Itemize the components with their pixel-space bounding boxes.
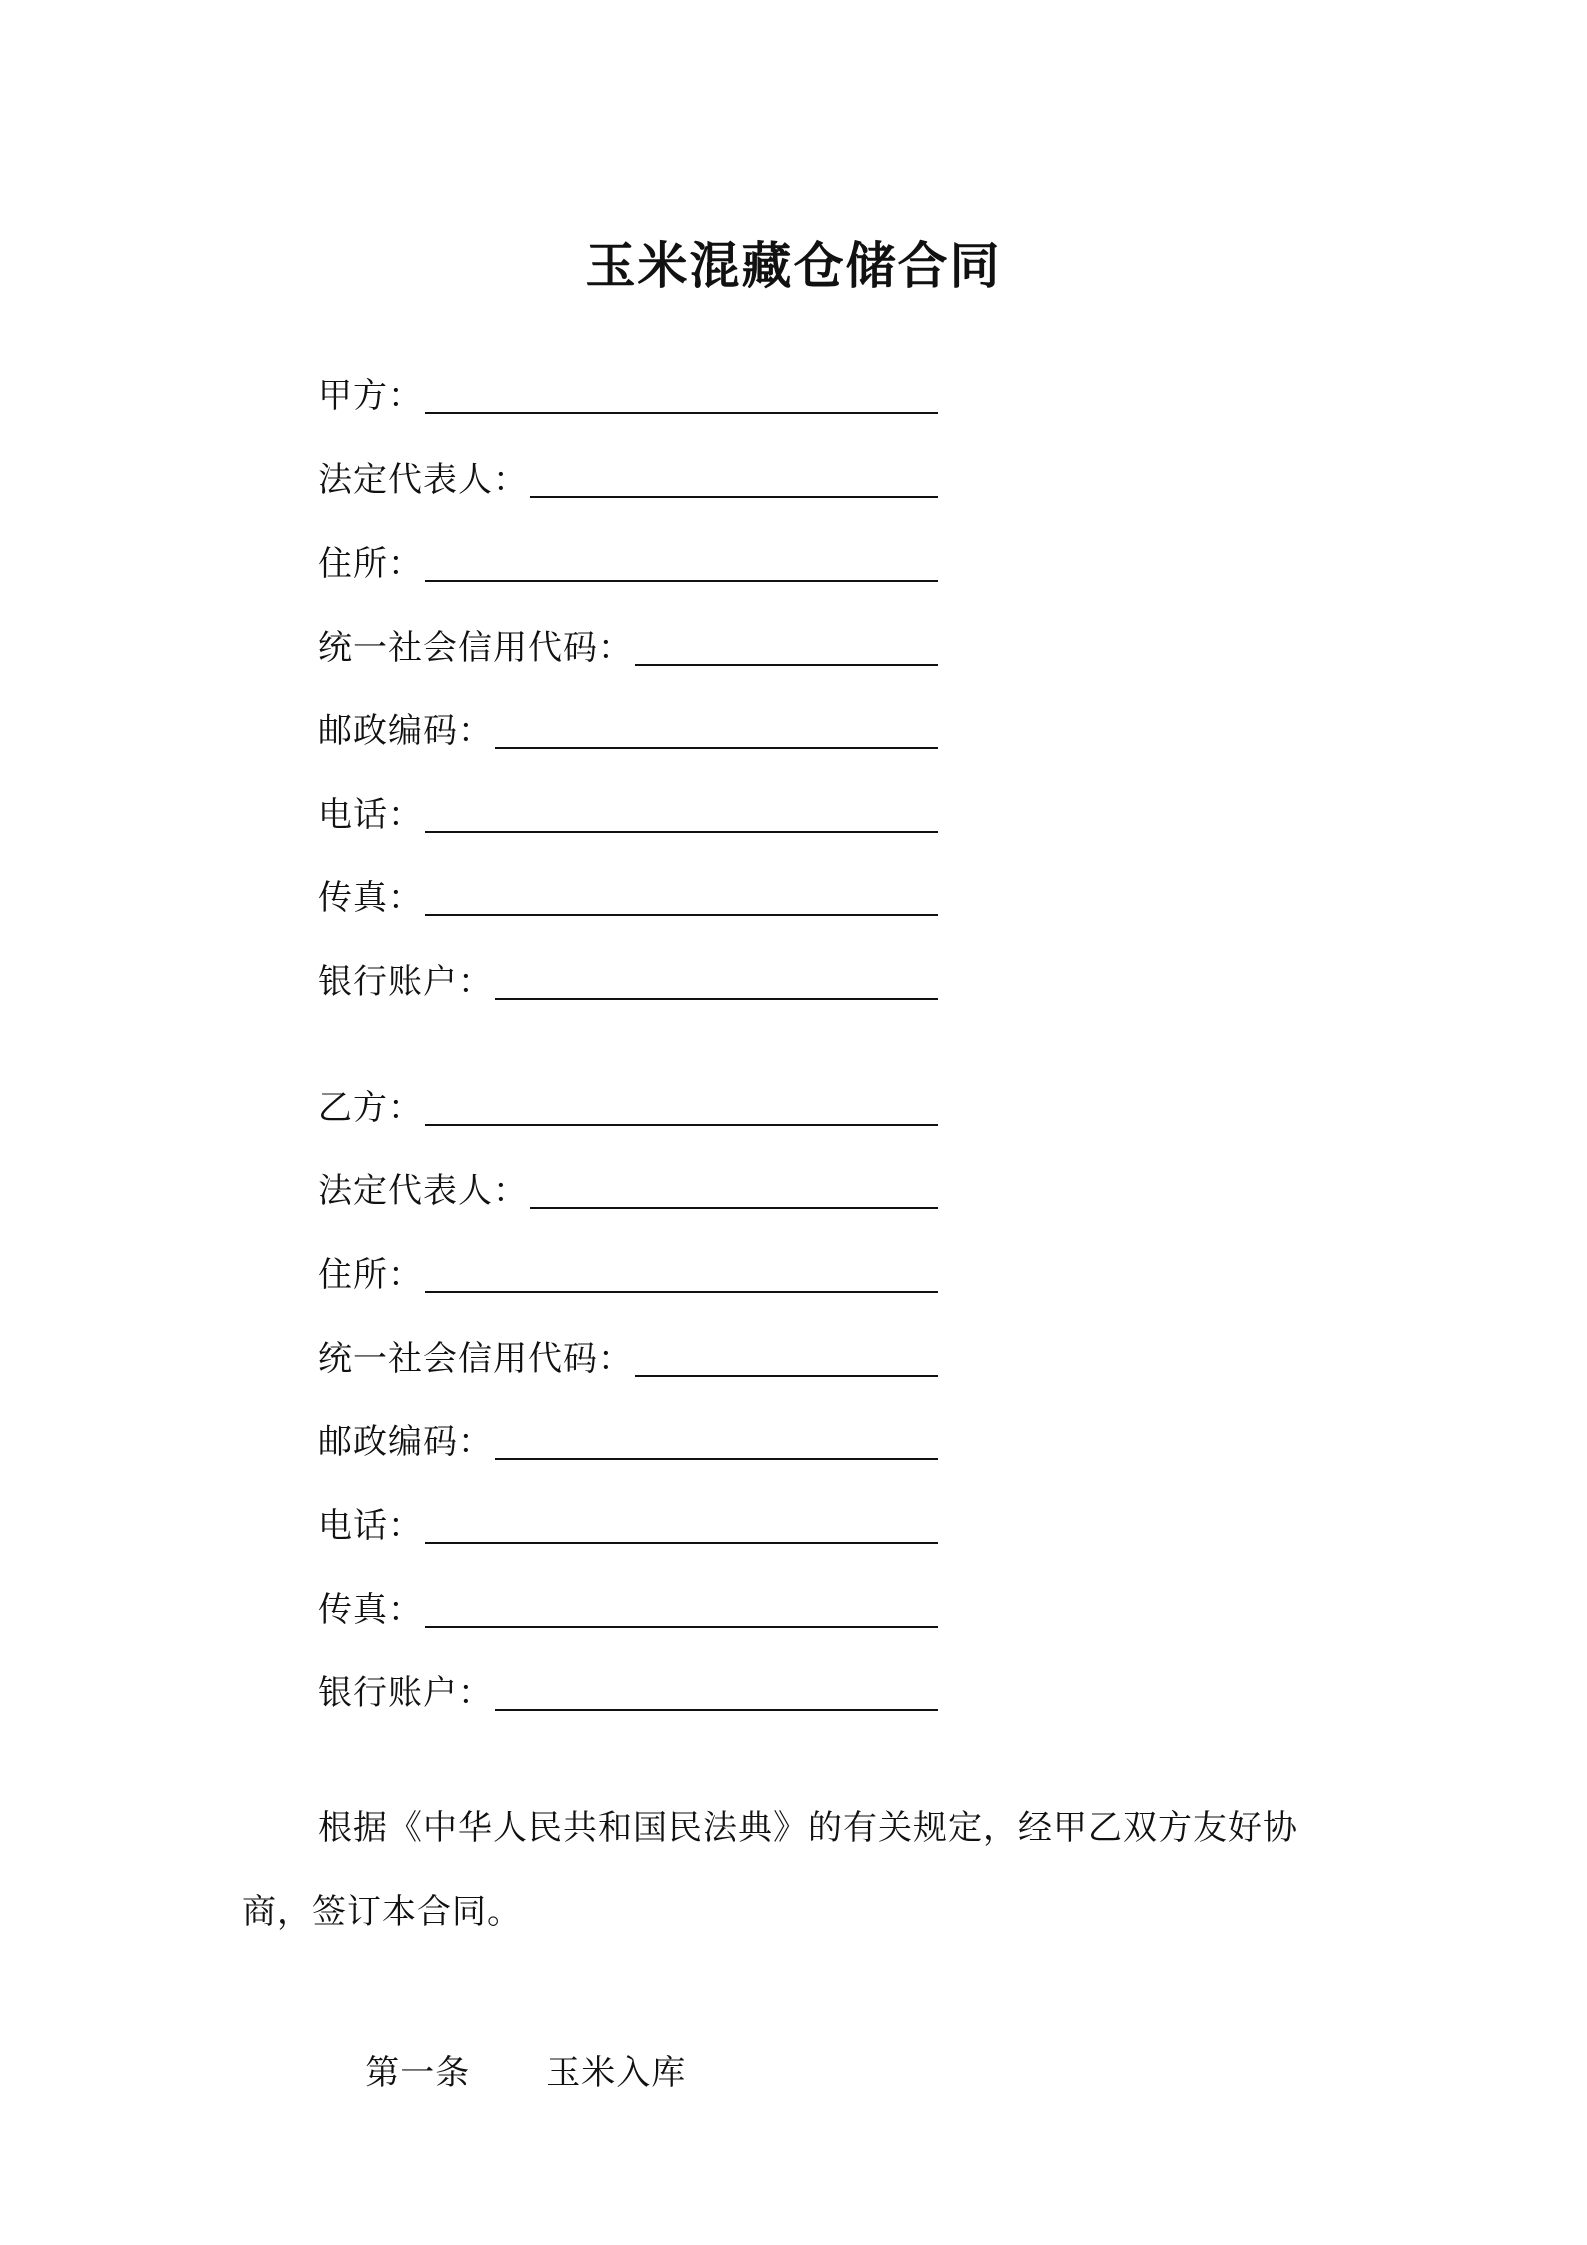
party-b-name-row [318, 1080, 938, 1130]
party-b-name-label: 乙方： [318, 1088, 423, 1128]
party-a-bank-account-label: 银行账户： [318, 962, 493, 1002]
party-b-bank-account-row [318, 1665, 938, 1715]
clause-number: 第一条 [365, 2053, 471, 2093]
party-b-address-blank[interactable] [425, 1291, 938, 1293]
party-a-fax-label: 传真： [318, 878, 423, 918]
party-a-address-blank[interactable] [425, 580, 938, 582]
party-b-legal-rep-label: 法定代表人： [318, 1171, 528, 1211]
party-b-credit-code-blank[interactable] [635, 1375, 938, 1377]
intro-paragraph: 根据《中华人民共和国民法典》的有关规定，经甲乙双方友好协商，签订本合同。 [242, 1808, 1298, 1932]
party-a-name-row [318, 368, 938, 418]
party-a-bank-account-row [318, 954, 938, 1004]
party-a-postcode-blank[interactable] [495, 747, 938, 749]
party-a-legal-rep-row [318, 452, 938, 502]
party-a-legal-rep-label: 法定代表人： [318, 460, 528, 500]
party-b-fax-blank[interactable] [425, 1626, 938, 1628]
party-a-postcode-label: 邮政编码： [318, 711, 493, 751]
clause-heading [318, 1998, 686, 2148]
party-b-bank-account-label: 银行账户： [318, 1673, 493, 1713]
party-b-phone-label: 电话： [318, 1506, 423, 1546]
party-a-phone-blank[interactable] [425, 831, 938, 833]
party-b-address-label: 住所： [318, 1255, 423, 1295]
party-b-postcode-label: 邮政编码： [318, 1422, 493, 1462]
party-b-address-row [318, 1247, 938, 1297]
party-b-fax-row [318, 1582, 938, 1632]
party-b-phone-row [318, 1498, 938, 1548]
party-a-name-label: 甲方： [318, 376, 423, 416]
party-a-credit-code-row [318, 620, 938, 670]
party-b-postcode-blank[interactable] [495, 1458, 938, 1460]
party-a-address-label: 住所： [318, 544, 423, 584]
party-a-fax-blank[interactable] [425, 914, 938, 916]
party-a-credit-code-label: 统一社会信用代码： [318, 628, 633, 668]
party-a-address-row [318, 536, 938, 586]
party-b-bank-account-blank[interactable] [495, 1709, 938, 1711]
party-b-phone-blank[interactable] [425, 1542, 938, 1544]
party-b-credit-code-row [318, 1331, 938, 1381]
party-b-legal-rep-blank[interactable] [530, 1207, 938, 1209]
party-a-fax-row [318, 870, 938, 920]
party-b-name-blank[interactable] [425, 1124, 938, 1126]
party-a-legal-rep-blank[interactable] [530, 496, 938, 498]
party-b-credit-code-label: 统一社会信用代码： [318, 1339, 633, 1379]
party-a-phone-label: 电话： [318, 795, 423, 835]
clause-title: 玉米入库 [546, 2053, 687, 2093]
party-a-bank-account-blank[interactable] [495, 998, 938, 1000]
party-b-legal-rep-row [318, 1163, 938, 1213]
party-a-phone-row [318, 787, 938, 837]
party-a-name-blank[interactable] [425, 412, 938, 414]
party-a-postcode-row [318, 703, 938, 753]
party-b-fax-label: 传真： [318, 1590, 423, 1630]
page-title: 玉米混藏仓储合同 [585, 236, 1002, 295]
party-a-credit-code-blank[interactable] [635, 664, 938, 666]
party-b-postcode-row [318, 1414, 938, 1464]
